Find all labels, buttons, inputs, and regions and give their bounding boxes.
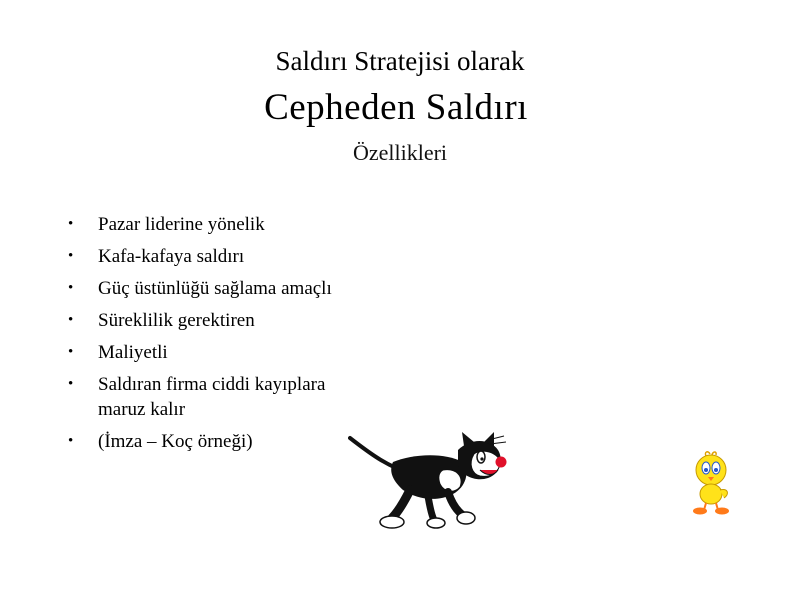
bullet-dot: • <box>68 433 74 449</box>
bullet-dot: • <box>68 280 74 296</box>
cartoon-yellow-bird-icon <box>686 450 736 516</box>
slide-title-text: Cepheden Saldırı <box>264 87 528 128</box>
bullet-item <box>68 212 428 237</box>
bullet-text: Saldıran firma ciddi kayıplara maruz kalır <box>98 374 326 420</box>
cartoon-cat-running-icon <box>348 432 518 532</box>
bullet-text: Süreklilik gerektiren <box>98 310 255 331</box>
slide-title <box>0 86 800 129</box>
bullet-dot: • <box>68 376 74 392</box>
title-line-1-text: Saldırı Stratejisi olarak <box>275 46 525 76</box>
bullet-text: Güç üstünlüğü sağlama amaçlı <box>98 278 332 299</box>
bullet-text: Kafa-kafaya saldırı <box>98 246 245 267</box>
bullet-item <box>68 372 428 422</box>
bullet-dot: • <box>68 312 74 328</box>
bullet-list <box>68 212 428 461</box>
bullet-text: Maliyetli <box>98 342 168 363</box>
bullet-item <box>68 244 428 269</box>
title-line-1 <box>0 46 800 77</box>
bullet-item <box>68 308 428 333</box>
bullet-item <box>68 276 428 301</box>
bullet-dot: • <box>68 344 74 360</box>
bullet-item <box>68 340 428 365</box>
bullet-text: Pazar liderine yönelik <box>98 214 265 235</box>
bullet-text: (İmza – Koç örneği) <box>98 431 253 452</box>
bullet-dot: • <box>68 248 74 264</box>
slide-subtitle <box>0 140 800 166</box>
slide-subtitle-text: Özellikleri <box>352 140 448 165</box>
bullet-dot: • <box>68 216 74 232</box>
